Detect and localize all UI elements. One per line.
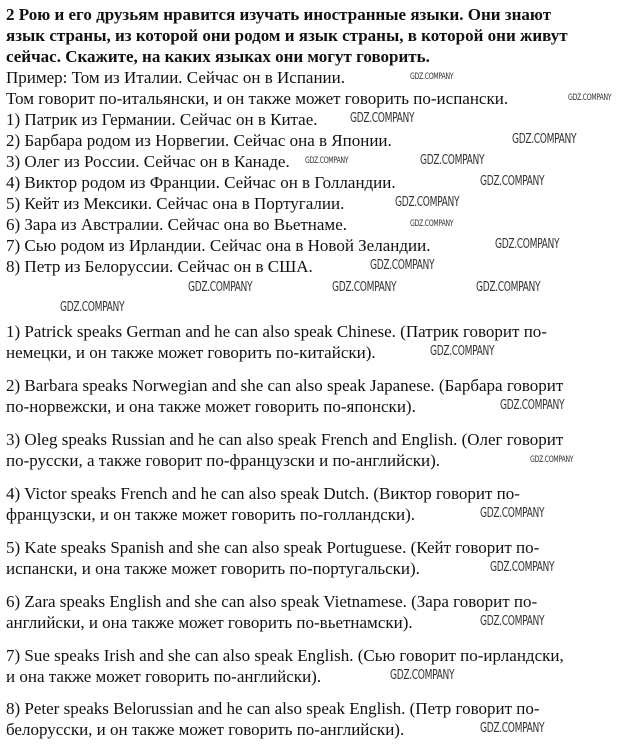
list-item: 1) Патрик из Германии. Сейчас он в Китае. [6,110,318,129]
watermark: GDZ.COMPANY [420,153,485,168]
answer-line: 8) Peter speaks Belorussian and he can also speak English. (Петр говорит по- [6,699,540,718]
watermark: GDZ.COMPANY [480,614,545,629]
watermark: GDZ.COMPANY [476,280,541,295]
answer-line: белорусски, и он также может говорить по-английски). [6,720,405,739]
watermark: GDZ.COMPANY [188,280,253,295]
watermark: GDZ.COMPANY [495,237,560,252]
list-item: 7) Сью родом из Ирландии. Сейчас она в Новой Зеландии. [6,236,431,255]
task-line: сейчас. Скажите, на каких языках они могут говорить. [6,47,430,66]
answer-line: испански, и она также может говорить по-португальски). [6,559,420,578]
answer-line: 4) Victor speaks French and he can also speak Dutch. (Виктор говорит по- [6,484,520,503]
watermark: GDZ.COMPANY [512,132,577,147]
answer-line: 5) Kate speaks Spanish and she can also speak Portuguese. (Кейт говорит по- [6,538,540,557]
answer-line: и она также может говорить по-английски). [6,667,322,686]
watermark: GDZ.COMPANY [530,455,574,465]
answer-line: 7) Sue speaks Irish and she can also speak English. (Сью говорит по-ирландски, [6,646,564,665]
watermark: GDZ.COMPANY [370,258,435,273]
watermark: GDZ.COMPANY [350,111,415,126]
answer-line: 2) Barbara speaks Norwegian and she can also speak Japanese. (Барбара говорит [6,376,564,395]
list-item: 8) Петр из Белоруссии. Сейчас он в США. [6,257,313,276]
answer-line: по-норвежски, и она также может говорить по-японски). [6,397,416,416]
watermark: GDZ.COMPANY [430,344,495,359]
watermark: GDZ.COMPANY [568,93,612,103]
example-line: Том говорит по-итальянски, и он также может говорить по-испански. [6,89,509,108]
answer-line: 6) Zara speaks English and she can also speak Vietnamese. (Зара говорит по- [6,592,538,611]
watermark: GDZ.COMPANY [410,219,454,229]
task-line: 2 Рою и его друзьям нравится изучать иностранные языки. Они знают [6,5,552,24]
answer-line: французски, и он также может говорить по-голландски). [6,505,416,524]
answer-line: английски, и она также может говорить по-вьетнамски). [6,613,413,632]
watermark: GDZ.COMPANY [305,156,349,166]
watermark: GDZ.COMPANY [500,398,565,413]
watermark: GDZ.COMPANY [390,668,455,683]
answer-line: 1) Patrick speaks German and he can also speak Chinese. (Патрик говорит по- [6,322,547,341]
list-item: 6) Зара из Австралии. Сейчас она во Вьетнаме. [6,215,347,234]
watermark: GDZ.COMPANY [410,72,454,82]
answer-line: немецки, и он также может говорить по-китайски). [6,343,376,362]
watermark: GDZ.COMPANY [480,174,545,189]
example-line: Пример: Том из Италии. Сейчас он в Испании. [6,68,346,87]
watermark: GDZ.COMPANY [480,721,545,736]
watermark: GDZ.COMPANY [332,280,397,295]
task-line: язык страны, из которой они родом и язык страны, в которой они живут [6,26,568,45]
watermark: GDZ.COMPANY [395,195,460,210]
list-item: 4) Виктор родом из Франции. Сейчас он в Голландии. [6,173,396,192]
answer-line: 3) Oleg speaks Russian and he can also speak French and English. (Олег говорит [6,430,564,449]
watermark: GDZ.COMPANY [490,560,555,575]
list-item: 3) Олег из России. Сейчас он в Канаде. [6,152,290,171]
watermark: GDZ.COMPANY [480,506,545,521]
watermark: GDZ.COMPANY [60,300,125,315]
answer-line: по-русски, а также говорит по-французски и по-английски). [6,451,441,470]
list-item: 2) Барбара родом из Норвегии. Сейчас она в Японии. [6,131,392,150]
list-item: 5) Кейт из Мексики. Сейчас она в Португалии. [6,194,345,213]
